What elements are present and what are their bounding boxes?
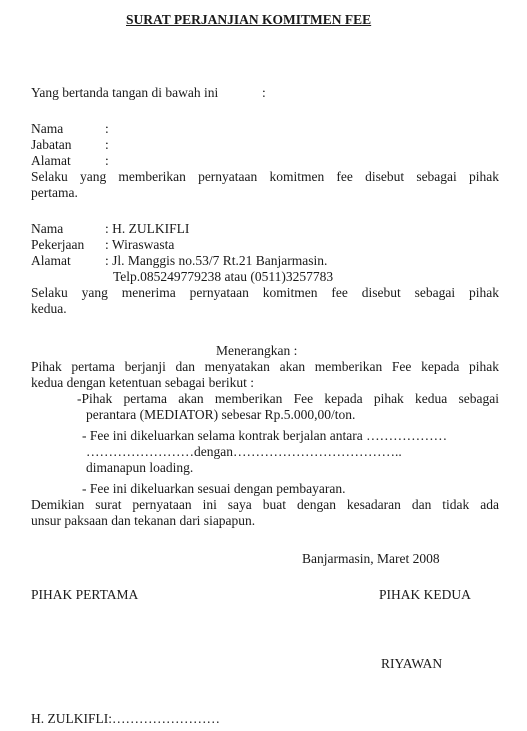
body-p1-line1: Pihak pertama berjanji dan menyatakan akan memberikan Fee kepada pihak bbox=[31, 359, 499, 374]
party1-jabatan-label: Jabatan bbox=[31, 137, 72, 152]
party2-statement-line2: kedua. bbox=[31, 301, 67, 316]
party1-alamat-colon: : bbox=[105, 153, 109, 168]
party2-alamat-label: Alamat bbox=[31, 253, 71, 268]
menerangkan-heading: Menerangkan : bbox=[216, 343, 298, 358]
party1-jabatan-colon: : bbox=[105, 137, 109, 152]
body-p1-line2: kedua dengan ketentuan sebagai berikut : bbox=[31, 375, 255, 390]
closing-line1: Demikian surat pernyataan ini saya buat dengan kesadaran dan tidak ada bbox=[31, 497, 499, 512]
intro-text: Yang bertanda tangan di bawah ini bbox=[31, 85, 219, 100]
party2-pekerjaan-value: : Wiraswasta bbox=[105, 237, 175, 252]
place-date: Banjarmasin, Maret 2008 bbox=[302, 551, 440, 566]
party1-statement-line1: Selaku yang memberikan pernyataan komitmen fee disebut sebagai pihak bbox=[31, 169, 499, 184]
party1-alamat-label: Alamat bbox=[31, 153, 71, 168]
bullet2-line2: ……………………dengan……………………………….. bbox=[86, 444, 402, 459]
party1-nama-label: Nama bbox=[31, 121, 64, 136]
closing-line2: unsur paksaan dan tekanan dari siapapun. bbox=[31, 513, 256, 528]
bullet2-line1: - Fee ini dikeluarkan selama kontrak berjalan antara ……………… bbox=[82, 428, 448, 443]
party1-statement-line2: pertama. bbox=[31, 185, 78, 200]
bullet1-line2: perantara (MEDIATOR) sebesar Rp.5.000,00/ton. bbox=[86, 407, 356, 422]
bullet1-line1: -Pihak pertama akan memberikan Fee kepada pihak kedua sebagai bbox=[77, 391, 499, 406]
document-title: SURAT PERJANJIAN KOMITMEN FEE bbox=[126, 12, 372, 27]
signature-right-label: PIHAK KEDUA bbox=[379, 587, 471, 602]
party2-pekerjaan-label: Pekerjaan bbox=[31, 237, 85, 252]
signature-right-name: RIYAWAN bbox=[381, 656, 443, 671]
intro-colon: : bbox=[262, 85, 266, 100]
party1-nama-colon: : bbox=[105, 121, 109, 136]
party2-nama-value: : H. ZULKIFLI bbox=[105, 221, 190, 236]
bullet2-line3: dimanapun loading. bbox=[86, 460, 194, 475]
party2-statement-line1: Selaku yang menerima pernyataan komitmen fee disebut sebagai pihak bbox=[31, 285, 499, 300]
signature-left-name: H. ZULKIFLI:…………………… bbox=[31, 711, 220, 726]
party2-nama-label: Nama bbox=[31, 221, 64, 236]
party2-alamat-value: : Jl. Manggis no.53/7 Rt.21 Banjarmasin. bbox=[105, 253, 328, 268]
bullet3-line1: - Fee ini dikeluarkan sesuai dengan pembayaran. bbox=[82, 481, 346, 496]
signature-left-label: PIHAK PERTAMA bbox=[31, 587, 139, 602]
party2-telp: Telp.085249779238 atau (0511)3257783 bbox=[113, 269, 334, 284]
